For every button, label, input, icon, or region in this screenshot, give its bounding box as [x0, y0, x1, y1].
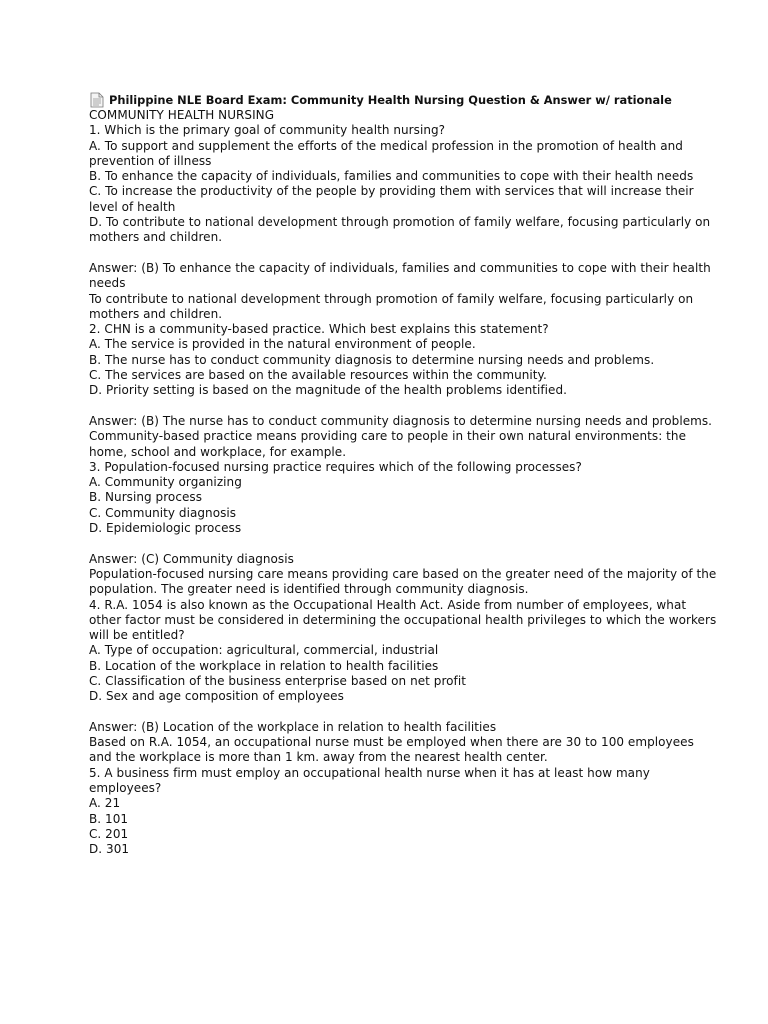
option-4a: A. Type of occupation: agricultural, commercial, industrial — [89, 643, 439, 658]
option-5a: A. 21 — [89, 796, 121, 811]
document-icon — [89, 92, 105, 108]
option-4d: D. Sex and age composition of employees — [89, 689, 344, 704]
spacer — [89, 246, 719, 261]
option-2d: D. Priority setting is based on the magnitude of the health problems identified. — [89, 383, 567, 398]
answer-3: Answer: (C) Community diagnosis — [89, 551, 294, 566]
option-3c: C. Community diagnosis — [89, 505, 237, 520]
option-5d: D. 301 — [89, 842, 130, 857]
option-2a: A. The service is provided in the natural environment of people. — [89, 337, 476, 352]
option-4c: C. Classification of the business enterprise based on net profit — [89, 673, 466, 688]
document-title: Philippine NLE Board Exam: Community Health Nursing Question & Answer w/ rationale — [109, 92, 672, 107]
document-title-row — [89, 92, 719, 108]
option-5c: C. 201 — [89, 826, 129, 841]
document-body — [89, 92, 719, 858]
answer-4: Answer: (B) Location of the workplace in relation to health facilities — [89, 719, 497, 734]
option-1c: C. To increase the productivity of the people by providing them with services that will increase their level of health — [89, 184, 694, 214]
option-1a: A. To support and supplement the efforts of the medical profession in the promotion of health and prevention of illness — [89, 138, 683, 168]
option-1d: D. To contribute to national development through promotion of family welfare, focusing particularly on mothers and children. — [89, 215, 711, 245]
option-3d: D. Epidemiologic process — [89, 521, 242, 536]
question-4: 4. R.A. 1054 is also known as the Occupational Health Act. Aside from number of employees, what other factor must be considered in determining the occupational health privileges to which the workers will be entitled? — [89, 597, 717, 643]
section-heading: COMMUNITY HEALTH NURSING — [89, 108, 275, 122]
option-4b: B. Location of the workplace in relation to health facilities — [89, 658, 439, 673]
rationale-1: To contribute to national development through promotion of family welfare, focusing particularly on mothers and children. — [89, 291, 694, 321]
spacer — [89, 536, 719, 551]
option-3b: B. Nursing process — [89, 490, 203, 505]
spacer — [89, 399, 719, 414]
question-2: 2. CHN is a community-based practice. Which best explains this statement? — [89, 322, 549, 337]
question-3: 3. Population-focused nursing practice requires which of the following processes? — [89, 459, 582, 474]
option-2b: B. The nurse has to conduct community diagnosis to determine nursing needs and problems. — [89, 352, 655, 367]
answer-1: Answer: (B) To enhance the capacity of individuals, families and communities to cope with their health needs — [89, 260, 711, 291]
rationale-4: Based on R.A. 1054, an occupational nurse must be employed when there are 30 to 100 employees and the workplace is more than 1 km. away from the nearest health center. — [89, 735, 694, 765]
rationale-3: Population-focused nursing care means providing care based on the greater need of the majority of the population. The greater need is identified through community diagnosis. — [89, 566, 717, 597]
option-5b: B. 101 — [89, 811, 129, 826]
option-2c: C. The services are based on the available resources within the community. — [89, 368, 547, 383]
rationale-2: Community-based practice means providing care to people in their own natural environments: the home, school and workplace, for example. — [89, 429, 686, 459]
question-1: 1. Which is the primary goal of community health nursing? — [89, 123, 446, 138]
question-5: 5. A business firm must employ an occupational health nurse when it has at least how many employees? — [89, 765, 650, 796]
option-1b: B. To enhance the capacity of individuals, families and communities to cope with their health needs — [89, 169, 694, 184]
option-3a: A. Community organizing — [89, 475, 242, 490]
answer-2: Answer: (B) The nurse has to conduct community diagnosis to determine nursing needs and problems. — [89, 413, 713, 428]
spacer — [89, 705, 719, 720]
